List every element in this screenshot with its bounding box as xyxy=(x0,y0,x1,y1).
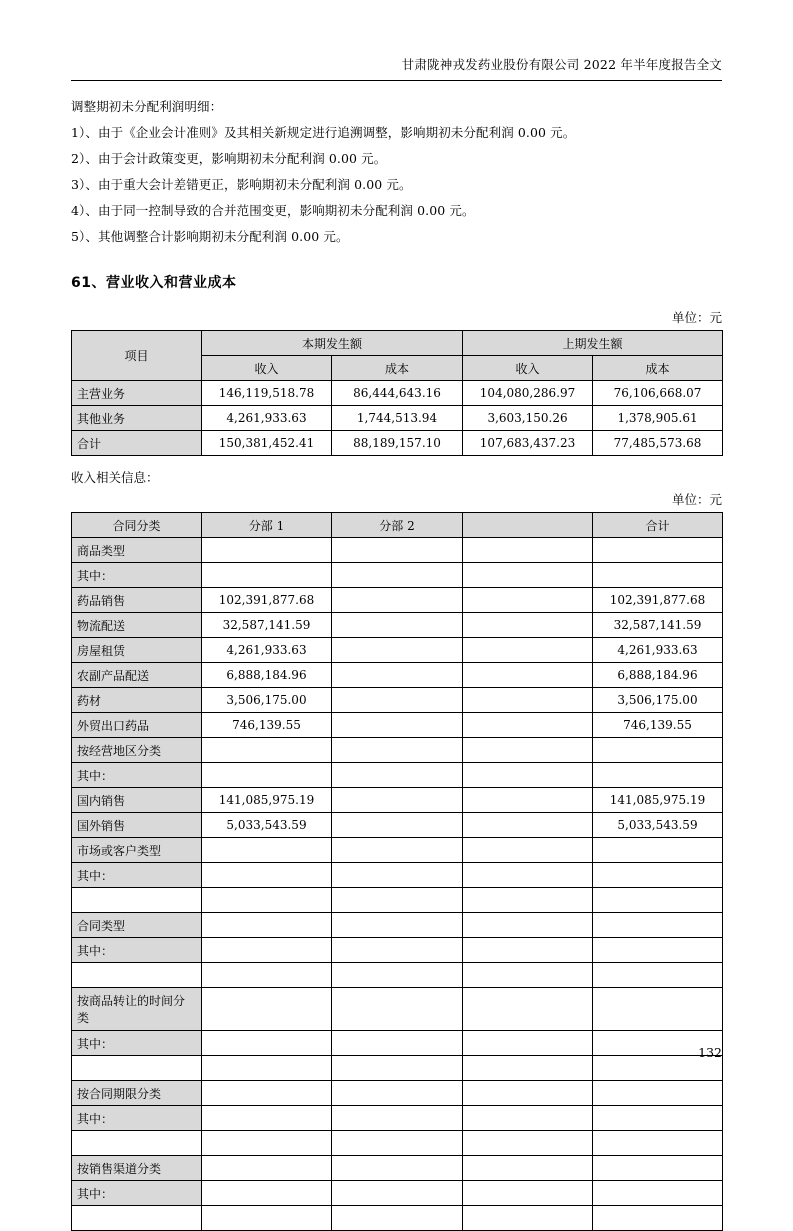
table-row xyxy=(72,638,723,663)
row-blank xyxy=(463,863,593,888)
row-segment-1 xyxy=(202,1056,332,1081)
row-blank xyxy=(463,663,593,688)
row-segment-1 xyxy=(202,988,332,1031)
table-header-row xyxy=(72,331,723,356)
row-blank xyxy=(463,688,593,713)
header-prior-period: 上期发生额 xyxy=(463,331,723,356)
intro-item-3: 3）、由于重大会计差错更正，影响期初未分配利润 0.00 元。 xyxy=(71,177,412,192)
header-prior-revenue: 收入 xyxy=(463,356,593,381)
row-segment-2 xyxy=(332,788,463,813)
header-prior-cost: 成本 xyxy=(593,356,723,381)
row-blank xyxy=(463,563,593,588)
row-segment-2 xyxy=(332,1131,463,1156)
row-segment-2 xyxy=(332,838,463,863)
unit-label-1: 单位：元 xyxy=(671,310,722,325)
row-blank xyxy=(463,538,593,563)
row-total: 746,139.55 xyxy=(593,713,723,738)
intro-item-2: 2）、由于会计政策变更，影响期初未分配利润 0.00 元。 xyxy=(71,151,387,166)
row-segment-2 xyxy=(332,913,463,938)
row-segment-2 xyxy=(332,713,463,738)
table-header-row xyxy=(72,513,723,538)
intro-item-1: 1）、由于《企业会计准则》及其相关新规定进行追溯调整，影响期初未分配利润 0.00 元。 xyxy=(71,125,576,140)
row-segment-2 xyxy=(332,938,463,963)
row-total xyxy=(593,763,723,788)
row-segment-2 xyxy=(332,1106,463,1131)
table-row xyxy=(72,538,723,563)
row-segment-1: 6,888,184.96 xyxy=(202,663,332,688)
row-label: 物流配送 xyxy=(72,613,202,638)
row-current-revenue: 146,119,518.78 xyxy=(202,381,332,406)
row-segment-2 xyxy=(332,538,463,563)
row-blank xyxy=(463,1081,593,1106)
row-total: 102,391,877.68 xyxy=(593,588,723,613)
row-segment-1: 4,261,933.63 xyxy=(202,638,332,663)
table-row xyxy=(72,713,723,738)
table-row xyxy=(72,406,723,431)
header-contract-class: 合同分类 xyxy=(72,513,202,538)
row-prior-revenue: 3,603,150.26 xyxy=(463,406,593,431)
row-total: 32,587,141.59 xyxy=(593,613,723,638)
intro-lead: 调整期初未分配利润明细： xyxy=(71,99,223,114)
row-label: 主营业务 xyxy=(72,381,202,406)
row-blank xyxy=(463,738,593,763)
table-row xyxy=(72,988,723,1031)
row-segment-1 xyxy=(202,538,332,563)
row-total xyxy=(593,963,723,988)
row-blank xyxy=(463,763,593,788)
row-segment-1: 102,391,877.68 xyxy=(202,588,332,613)
row-total: 4,261,933.63 xyxy=(593,638,723,663)
header-blank xyxy=(463,513,593,538)
row-prior-cost: 77,485,573.68 xyxy=(593,431,723,456)
row-blank xyxy=(463,1156,593,1181)
row-segment-1 xyxy=(202,838,332,863)
row-label: 按经营地区分类 xyxy=(72,738,202,763)
row-segment-1: 746,139.55 xyxy=(202,713,332,738)
row-segment-1 xyxy=(202,938,332,963)
table-row xyxy=(72,888,723,913)
header-segment-1: 分部 1 xyxy=(202,513,332,538)
header-segment-2: 分部 2 xyxy=(332,513,463,538)
row-label xyxy=(72,963,202,988)
row-blank xyxy=(463,1106,593,1131)
row-segment-2 xyxy=(332,738,463,763)
header-divider xyxy=(71,80,722,81)
row-blank xyxy=(463,963,593,988)
table-row xyxy=(72,813,723,838)
row-total xyxy=(593,1081,723,1106)
row-total xyxy=(593,913,723,938)
header-total: 合计 xyxy=(593,513,723,538)
row-segment-2 xyxy=(332,1156,463,1181)
row-total xyxy=(593,1131,723,1156)
row-segment-1: 3,506,175.00 xyxy=(202,688,332,713)
table-row xyxy=(72,863,723,888)
table-row xyxy=(72,1031,723,1056)
row-segment-2 xyxy=(332,1181,463,1206)
row-segment-1 xyxy=(202,963,332,988)
row-label: 其中： xyxy=(72,1031,202,1056)
row-label xyxy=(72,1131,202,1156)
row-label xyxy=(72,1056,202,1081)
table-row xyxy=(72,738,723,763)
table-row xyxy=(72,838,723,863)
table-row xyxy=(72,613,723,638)
row-label: 其中： xyxy=(72,938,202,963)
row-segment-1 xyxy=(202,1156,332,1181)
row-prior-revenue: 107,683,437.23 xyxy=(463,431,593,456)
intro-item-4: 4）、由于同一控制导致的合并范围变更，影响期初未分配利润 0.00 元。 xyxy=(71,203,475,218)
row-blank xyxy=(463,838,593,863)
row-label: 药材 xyxy=(72,688,202,713)
row-segment-2 xyxy=(332,888,463,913)
header-item: 项目 xyxy=(72,331,202,381)
table-row xyxy=(72,663,723,688)
row-label: 其他业务 xyxy=(72,406,202,431)
section-title: 61、营业收入和营业成本 xyxy=(71,275,237,291)
row-segment-2 xyxy=(332,563,463,588)
row-label: 按销售渠道分类 xyxy=(72,1156,202,1181)
table-row xyxy=(72,431,723,456)
row-segment-1 xyxy=(202,738,332,763)
row-label: 药品销售 xyxy=(72,588,202,613)
row-current-cost: 86,444,643.16 xyxy=(332,381,463,406)
row-segment-2 xyxy=(332,663,463,688)
row-segment-1 xyxy=(202,888,332,913)
row-segment-1 xyxy=(202,1206,332,1231)
row-segment-2 xyxy=(332,638,463,663)
row-segment-2 xyxy=(332,963,463,988)
header-current-revenue: 收入 xyxy=(202,356,332,381)
row-blank xyxy=(463,1031,593,1056)
page-header xyxy=(71,55,722,73)
row-label: 市场或客户类型 xyxy=(72,838,202,863)
row-blank xyxy=(463,988,593,1031)
row-current-revenue: 150,381,452.41 xyxy=(202,431,332,456)
row-segment-1 xyxy=(202,763,332,788)
row-total: 6,888,184.96 xyxy=(593,663,723,688)
row-label: 其中： xyxy=(72,1106,202,1131)
table-row xyxy=(72,913,723,938)
row-label: 房屋租赁 xyxy=(72,638,202,663)
row-segment-2 xyxy=(332,813,463,838)
revenue-info-label: 收入相关信息： xyxy=(71,470,159,485)
table-row xyxy=(72,963,723,988)
table-row xyxy=(72,1081,723,1106)
row-prior-cost: 1,378,905.61 xyxy=(593,406,723,431)
row-segment-2 xyxy=(332,613,463,638)
row-segment-1: 32,587,141.59 xyxy=(202,613,332,638)
row-total xyxy=(593,938,723,963)
row-total xyxy=(593,1206,723,1231)
row-total: 3,506,175.00 xyxy=(593,688,723,713)
unit-label-2: 单位：元 xyxy=(671,492,722,507)
revenue-cost-table xyxy=(71,330,723,456)
row-segment-2 xyxy=(332,763,463,788)
contract-classification-table xyxy=(71,512,723,1231)
row-label: 其中： xyxy=(72,1181,202,1206)
row-total xyxy=(593,838,723,863)
page-content xyxy=(71,94,722,1231)
row-blank xyxy=(463,588,593,613)
row-blank xyxy=(463,788,593,813)
table-row xyxy=(72,763,723,788)
row-label: 合计 xyxy=(72,431,202,456)
row-total xyxy=(593,863,723,888)
table-row xyxy=(72,1181,723,1206)
row-total xyxy=(593,1156,723,1181)
page-number: 132 xyxy=(698,1045,722,1060)
table-row xyxy=(72,1156,723,1181)
row-blank xyxy=(463,1056,593,1081)
row-segment-1 xyxy=(202,913,332,938)
row-total xyxy=(593,988,723,1031)
row-prior-revenue: 104,080,286.97 xyxy=(463,381,593,406)
row-segment-2 xyxy=(332,988,463,1031)
row-total: 141,085,975.19 xyxy=(593,788,723,813)
row-segment-1 xyxy=(202,563,332,588)
row-segment-2 xyxy=(332,688,463,713)
row-segment-2 xyxy=(332,863,463,888)
row-blank xyxy=(463,813,593,838)
table-row xyxy=(72,381,723,406)
row-label: 其中： xyxy=(72,863,202,888)
row-segment-2 xyxy=(332,588,463,613)
row-blank xyxy=(463,1131,593,1156)
row-current-cost: 88,189,157.10 xyxy=(332,431,463,456)
row-label: 按商品转让的时间分类 xyxy=(72,988,202,1031)
row-blank xyxy=(463,1206,593,1231)
row-total xyxy=(593,738,723,763)
row-label: 外贸出口药品 xyxy=(72,713,202,738)
row-current-cost: 1,744,513.94 xyxy=(332,406,463,431)
row-label xyxy=(72,1206,202,1231)
header-current-cost: 成本 xyxy=(332,356,463,381)
row-blank xyxy=(463,913,593,938)
row-label: 合同类型 xyxy=(72,913,202,938)
row-label: 国外销售 xyxy=(72,813,202,838)
row-segment-1 xyxy=(202,1031,332,1056)
header-current-period: 本期发生额 xyxy=(202,331,463,356)
table-row xyxy=(72,588,723,613)
table-row xyxy=(72,938,723,963)
row-current-revenue: 4,261,933.63 xyxy=(202,406,332,431)
row-prior-cost: 76,106,668.07 xyxy=(593,381,723,406)
row-segment-1 xyxy=(202,1106,332,1131)
row-blank xyxy=(463,938,593,963)
table-row xyxy=(72,1106,723,1131)
row-segment-2 xyxy=(332,1081,463,1106)
row-total xyxy=(593,1181,723,1206)
row-total xyxy=(593,1106,723,1131)
row-total xyxy=(593,538,723,563)
row-segment-1: 141,085,975.19 xyxy=(202,788,332,813)
row-total xyxy=(593,563,723,588)
row-segment-1 xyxy=(202,1081,332,1106)
row-total xyxy=(593,888,723,913)
table-row xyxy=(72,1131,723,1156)
row-segment-1 xyxy=(202,1181,332,1206)
row-label xyxy=(72,888,202,913)
row-label: 国内销售 xyxy=(72,788,202,813)
row-label: 其中： xyxy=(72,763,202,788)
table-row xyxy=(72,788,723,813)
row-segment-1 xyxy=(202,863,332,888)
table-row xyxy=(72,1056,723,1081)
intro-item-5: 5）、其他调整合计影响期初未分配利润 0.00 元。 xyxy=(71,229,349,244)
row-label: 其中： xyxy=(72,563,202,588)
table-row xyxy=(72,563,723,588)
row-blank xyxy=(463,638,593,663)
row-label: 商品类型 xyxy=(72,538,202,563)
row-segment-1: 5,033,543.59 xyxy=(202,813,332,838)
row-segment-2 xyxy=(332,1056,463,1081)
header-title: 甘肃陇神戎发药业股份有限公司 2022 年半年度报告全文 xyxy=(401,57,722,72)
table-row xyxy=(72,1206,723,1231)
table-row xyxy=(72,688,723,713)
row-blank xyxy=(463,713,593,738)
row-segment-2 xyxy=(332,1206,463,1231)
row-blank xyxy=(463,888,593,913)
row-segment-1 xyxy=(202,1131,332,1156)
row-label: 农副产品配送 xyxy=(72,663,202,688)
row-label: 按合同期限分类 xyxy=(72,1081,202,1106)
row-total: 5,033,543.59 xyxy=(593,813,723,838)
row-blank xyxy=(463,613,593,638)
row-blank xyxy=(463,1181,593,1206)
row-segment-2 xyxy=(332,1031,463,1056)
